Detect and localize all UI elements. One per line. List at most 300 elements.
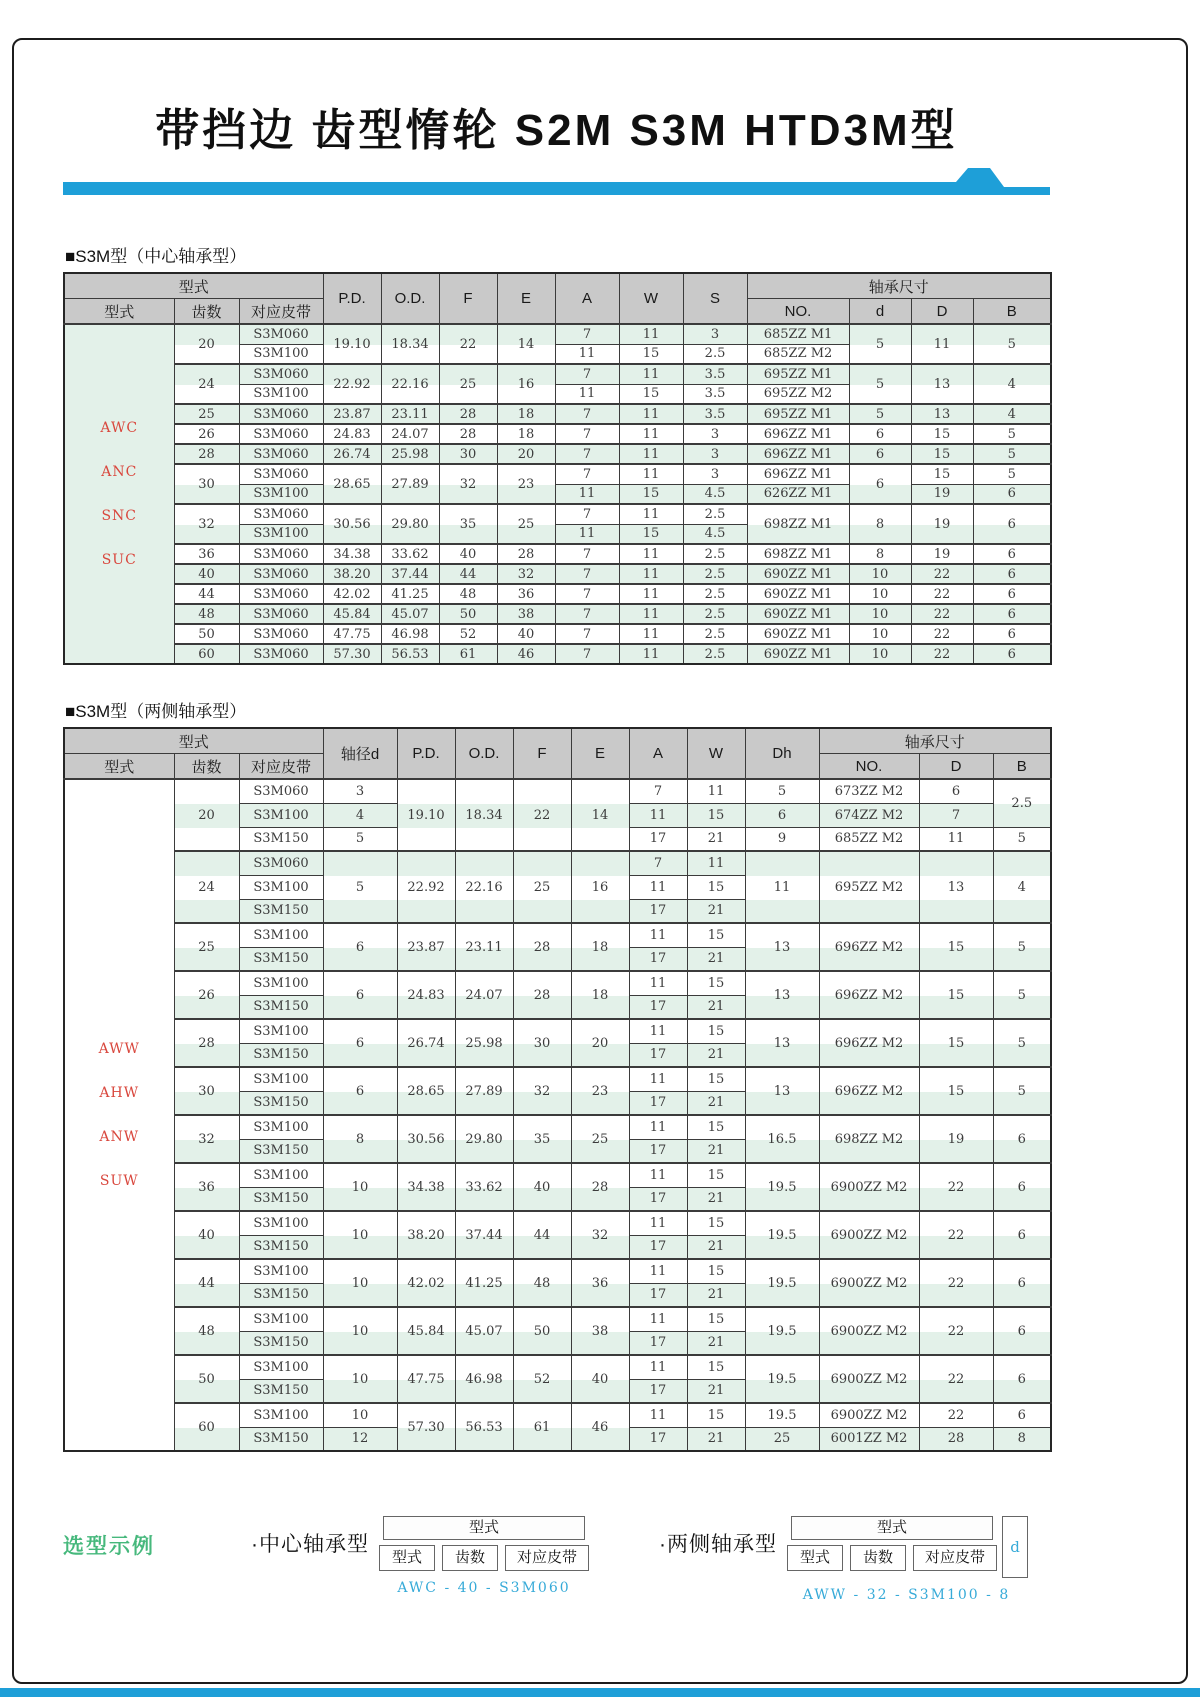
table-cell: 28	[174, 1019, 239, 1067]
table-cell: 2.5	[683, 644, 747, 664]
table-cell: 22.16	[455, 851, 513, 923]
table-cell: 19.10	[323, 324, 381, 364]
table-cell: 6900ZZ M2	[819, 1403, 919, 1427]
table-cell: 11	[619, 624, 683, 644]
column-header: F	[513, 728, 571, 779]
column-header: 齿数	[174, 754, 239, 780]
table-cell: 17	[629, 1283, 687, 1307]
table-cell: S3M100	[239, 1019, 323, 1043]
column-header: 型式	[64, 299, 174, 325]
table-cell: 7	[555, 324, 619, 344]
column-header: 轴承尺寸	[747, 273, 1051, 299]
table-cell: 19.5	[745, 1211, 819, 1259]
table-cell: S3M100	[239, 1163, 323, 1187]
table-cell: 673ZZ M2	[819, 779, 919, 803]
column-header: A	[629, 728, 687, 779]
table-cell: 4	[993, 851, 1051, 923]
table-cell: S3M150	[239, 827, 323, 851]
table-cell: 6	[323, 923, 397, 971]
diagram-box-model: 型式	[787, 1545, 843, 1571]
table-cell: 6	[973, 584, 1051, 604]
table-cell: 3	[683, 464, 747, 484]
table-cell: 29.80	[455, 1115, 513, 1163]
table-cell: 8	[849, 544, 911, 564]
table-cell: 28	[571, 1163, 629, 1211]
table-cell: S3M100	[239, 923, 323, 947]
table-cell: 15	[687, 971, 745, 995]
series-code: AWC	[100, 420, 139, 436]
table-cell: S3M150	[239, 1379, 323, 1403]
table-cell: S3M060	[239, 544, 323, 564]
page-content	[63, 38, 1050, 1603]
table-cell: 40	[174, 564, 239, 584]
table-cell: 47.75	[397, 1355, 455, 1403]
table-cell: 20	[497, 444, 555, 464]
table-cell: 22	[919, 1259, 993, 1307]
table-cell: S3M060	[239, 404, 323, 424]
table-cell: 5	[849, 324, 911, 364]
table-cell: 61	[513, 1403, 571, 1451]
table-cell: 5	[973, 464, 1051, 484]
table-cell: S3M100	[239, 384, 323, 404]
diagram-box-teeth: 齿数	[442, 1545, 498, 1571]
table-cell: 60	[174, 644, 239, 664]
table-cell: 36	[497, 584, 555, 604]
table-cell: S3M100	[239, 1067, 323, 1091]
table-cell: 22.92	[323, 364, 381, 404]
table-cell: 10	[323, 1259, 397, 1307]
table-cell: 11	[629, 1355, 687, 1379]
table-cell: 10	[323, 1355, 397, 1403]
table-cell: 6	[993, 1163, 1051, 1211]
table-cell: 6900ZZ M2	[819, 1355, 919, 1403]
table-cell: 698ZZ M1	[747, 544, 849, 564]
table-cell: 6	[993, 1259, 1051, 1307]
table-cell: 21	[687, 899, 745, 923]
table-cell: 25	[571, 1115, 629, 1163]
column-header: D	[911, 299, 973, 325]
table-cell: 15	[687, 1115, 745, 1139]
table-cell: 25	[174, 923, 239, 971]
table-cell: 11	[745, 851, 819, 923]
table-cell: 22	[919, 1307, 993, 1355]
column-header: E	[497, 273, 555, 324]
table-cell: 11	[629, 1211, 687, 1235]
table-cell: 15	[687, 875, 745, 899]
table-cell: 23.11	[381, 404, 439, 424]
table-cell: 28	[513, 923, 571, 971]
table-cell: 15	[919, 923, 993, 971]
table-cell: 3	[683, 324, 747, 344]
table-cell: 25	[174, 404, 239, 424]
column-header: NO.	[819, 754, 919, 780]
example-center-label: ·中心轴承型	[251, 1533, 369, 1556]
table-cell: 22	[911, 624, 973, 644]
table-cell: 44	[174, 584, 239, 604]
table-cell: 41.25	[381, 584, 439, 604]
table-cell: 11	[619, 464, 683, 484]
table-cell: 6	[745, 803, 819, 827]
table-cell: 22	[911, 564, 973, 584]
ordering-diagram-side	[785, 1516, 1028, 1603]
diagram-box-shaft-d: d	[1002, 1516, 1028, 1578]
table-cell: 13	[911, 404, 973, 424]
table-cell: 6	[849, 444, 911, 464]
table-cell: S3M060	[239, 564, 323, 584]
table-cell: 28	[919, 1427, 993, 1451]
table-cell: 30	[174, 464, 239, 504]
table-cell: 46	[571, 1403, 629, 1451]
table-cell: 19.10	[397, 779, 455, 851]
table-cell: 15	[687, 1355, 745, 1379]
table-cell: S3M150	[239, 1331, 323, 1355]
table-cell: 22	[919, 1163, 993, 1211]
table-cell: 27.89	[381, 464, 439, 504]
table-cell: 3.5	[683, 404, 747, 424]
table-cell: 10	[323, 1163, 397, 1211]
table-cell: 11	[629, 803, 687, 827]
table-cell: 6001ZZ M2	[819, 1427, 919, 1451]
table-cell: 5	[973, 424, 1051, 444]
table-cell: 38	[497, 604, 555, 624]
table-cell: 695ZZ M1	[747, 404, 849, 424]
series-column	[64, 779, 174, 1451]
table-cell: 7	[555, 544, 619, 564]
table-cell: 48	[174, 1307, 239, 1355]
table-cell: 6	[973, 544, 1051, 564]
table-cell: 13	[911, 364, 973, 404]
table-cell: 21	[687, 1139, 745, 1163]
table-cell: 695ZZ M2	[747, 384, 849, 404]
table-cell: 5	[323, 827, 397, 851]
table-cell: 38.20	[323, 564, 381, 584]
table-cell: S3M100	[239, 1355, 323, 1379]
table-cell: 26.74	[397, 1019, 455, 1067]
table-cell: 15	[687, 1403, 745, 1427]
table-cell: 6900ZZ M2	[819, 1211, 919, 1259]
diagram-box-belt: 对应皮带	[505, 1545, 589, 1571]
column-header: 型式	[64, 728, 323, 754]
table-cell: 674ZZ M2	[819, 803, 919, 827]
table-cell: S3M150	[239, 947, 323, 971]
table-cell: 11	[629, 1019, 687, 1043]
table-cell: 22.16	[381, 364, 439, 404]
table-cell: 698ZZ M2	[819, 1115, 919, 1163]
table-cell: 5	[993, 1019, 1051, 1067]
table-cell: 24.83	[323, 424, 381, 444]
table-cell: 685ZZ M2	[819, 827, 919, 851]
table-cell: S3M100	[239, 1211, 323, 1235]
table-cell: 17	[629, 1091, 687, 1115]
column-header: E	[571, 728, 629, 779]
table-cell: 10	[849, 644, 911, 664]
table-cell: S3M150	[239, 1283, 323, 1307]
center-bearing-table	[63, 272, 1052, 665]
table-cell: 29.80	[381, 504, 439, 544]
column-header: O.D.	[455, 728, 513, 779]
table-cell: 15	[687, 1163, 745, 1187]
table-cell: 10	[323, 1403, 397, 1427]
page-title: 带挡边 齿型惰轮 S2M S3M HTD3M型	[155, 106, 958, 155]
table-cell: 7	[555, 424, 619, 444]
table-cell: S3M060	[239, 464, 323, 484]
table-cell: 7	[555, 404, 619, 424]
table-cell: 36	[571, 1259, 629, 1307]
table-cell: 11	[919, 827, 993, 851]
table-cell: 6	[323, 971, 397, 1019]
table-cell: S3M100	[239, 803, 323, 827]
table-cell: 6	[973, 564, 1051, 584]
table-cell: 21	[687, 1235, 745, 1259]
table-cell: 696ZZ M2	[819, 1019, 919, 1067]
table-cell: 50	[174, 624, 239, 644]
table-cell: 18	[571, 923, 629, 971]
table-cell: 44	[439, 564, 497, 584]
table-cell: 7	[919, 803, 993, 827]
series-code: SUC	[101, 552, 137, 568]
table-cell: 4.5	[683, 524, 747, 544]
table-cell: 21	[687, 1331, 745, 1355]
table-cell: 33.62	[455, 1163, 513, 1211]
table-cell: 5	[849, 404, 911, 424]
table-cell: 10	[849, 604, 911, 624]
table-cell: 46	[497, 644, 555, 664]
table-cell: 22	[911, 584, 973, 604]
table-cell: S3M100	[239, 1307, 323, 1331]
table-cell: 24	[174, 851, 239, 923]
table-cell: 25	[745, 1427, 819, 1451]
example-side-bearing	[659, 1516, 1028, 1603]
table-cell: 40	[497, 624, 555, 644]
table-cell: 33.62	[381, 544, 439, 564]
series-code: SUW	[99, 1173, 139, 1189]
table-cell: 22	[919, 1211, 993, 1259]
table-cell: S3M060	[239, 444, 323, 464]
table-cell: 12	[323, 1427, 397, 1451]
table-cell: 11	[629, 923, 687, 947]
table-cell: 22	[439, 324, 497, 364]
table-cell: 22	[911, 604, 973, 624]
table-cell: 34.38	[323, 544, 381, 564]
table-cell: 25	[497, 504, 555, 544]
table-cell: 19.5	[745, 1163, 819, 1211]
table-cell: 5	[993, 971, 1051, 1019]
column-header: P.D.	[397, 728, 455, 779]
table-cell: 15	[919, 1067, 993, 1115]
diagram-box-teeth: 齿数	[850, 1545, 906, 1571]
example-side-label: ·两侧轴承型	[659, 1533, 777, 1556]
table-cell: 6900ZZ M2	[819, 1163, 919, 1211]
table-cell: 30	[174, 1067, 239, 1115]
table-cell: 35	[513, 1115, 571, 1163]
table-cell: 10	[323, 1211, 397, 1259]
table-cell: 40	[439, 544, 497, 564]
table-cell: 24.07	[381, 424, 439, 444]
column-header: A	[555, 273, 619, 324]
table-cell: 11	[629, 1259, 687, 1283]
table-cell: 15	[619, 484, 683, 504]
table-cell: 18.34	[381, 324, 439, 364]
series-code: ANC	[101, 464, 138, 480]
table-cell: 19.5	[745, 1259, 819, 1307]
column-header: W	[619, 273, 683, 324]
table-cell: S3M100	[239, 484, 323, 504]
table-cell: S3M100	[239, 971, 323, 995]
table-cell: S3M150	[239, 1139, 323, 1163]
section-label-side-bearing: ■S3M型（两侧轴承型）	[65, 702, 247, 721]
table-cell: 6	[973, 484, 1051, 504]
table-cell: 23.87	[397, 923, 455, 971]
table-cell: 22	[919, 1355, 993, 1403]
table-cell: 7	[555, 364, 619, 384]
table-cell: 14	[497, 324, 555, 364]
table-cell: 23.11	[455, 923, 513, 971]
table-cell: 7	[555, 444, 619, 464]
table-cell: 40	[174, 1211, 239, 1259]
column-header: B	[973, 299, 1051, 325]
table-cell: 42.02	[323, 584, 381, 604]
table-cell: 44	[513, 1211, 571, 1259]
table-cell: 5	[973, 324, 1051, 364]
table-cell: 20	[174, 779, 239, 851]
table-cell: 6	[323, 1019, 397, 1067]
table-cell: 11	[555, 384, 619, 404]
table-cell: 37.44	[455, 1211, 513, 1259]
table-cell: 9	[745, 827, 819, 851]
table-cell: 38	[571, 1307, 629, 1355]
table-cell: 3	[683, 444, 747, 464]
table-cell: S3M060	[239, 364, 323, 384]
table-cell: 28	[174, 444, 239, 464]
table-cell: 6	[993, 1307, 1051, 1355]
series-code: AWW	[98, 1041, 140, 1057]
table-cell: 15	[919, 1019, 993, 1067]
table-cell: 15	[911, 464, 973, 484]
table-cell: 10	[323, 1307, 397, 1355]
table-cell: 696ZZ M2	[819, 1067, 919, 1115]
column-header: 对应皮带	[239, 754, 323, 780]
table-cell: 28	[497, 544, 555, 564]
table-cell: 17	[629, 1427, 687, 1451]
table-cell: 15	[687, 1307, 745, 1331]
table-cell: 28	[513, 971, 571, 1019]
table-cell: 21	[687, 1043, 745, 1067]
table-cell: 15	[919, 971, 993, 1019]
table-cell: S3M060	[239, 604, 323, 624]
table-cell: 47.75	[323, 624, 381, 644]
table-cell: 11	[619, 604, 683, 624]
table-cell: 7	[555, 644, 619, 664]
table-cell: 28	[439, 404, 497, 424]
table-cell: 15	[911, 444, 973, 464]
table-cell: 61	[439, 644, 497, 664]
table-cell: 30.56	[323, 504, 381, 544]
table-cell: 32	[497, 564, 555, 584]
table-cell: 2.5	[683, 504, 747, 524]
table-cell: 696ZZ M2	[819, 923, 919, 971]
table-cell: 695ZZ M2	[819, 851, 919, 923]
table-cell: 17	[629, 1235, 687, 1259]
table-cell: 696ZZ M1	[747, 444, 849, 464]
table-cell: 15	[687, 803, 745, 827]
table-cell: 16.5	[745, 1115, 819, 1163]
table-cell: 5	[849, 364, 911, 404]
table-cell: 28.65	[323, 464, 381, 504]
table-cell: 11	[629, 1163, 687, 1187]
table-cell: 5	[323, 851, 397, 923]
table-cell: 11	[619, 364, 683, 384]
table-cell: 50	[513, 1307, 571, 1355]
table-cell: S3M100	[239, 1115, 323, 1139]
table-cell: 11	[619, 544, 683, 564]
table-cell: 11	[555, 484, 619, 504]
table-cell: 11	[619, 504, 683, 524]
table-cell: 11	[629, 1067, 687, 1091]
table-cell: 52	[513, 1355, 571, 1403]
table-cell: 23	[497, 464, 555, 504]
ordering-diagram-center	[377, 1516, 591, 1596]
table-cell: 56.53	[381, 644, 439, 664]
table-cell: 45.84	[397, 1307, 455, 1355]
table-cell: 2.5	[683, 624, 747, 644]
table-cell: 696ZZ M1	[747, 424, 849, 444]
table-cell: S3M150	[239, 1091, 323, 1115]
table-cell: 10	[849, 624, 911, 644]
table-cell: 7	[629, 779, 687, 803]
table-cell: 3.5	[683, 364, 747, 384]
table-cell: 52	[439, 624, 497, 644]
title-accent-bar	[63, 166, 1050, 196]
table-cell: 45.84	[323, 604, 381, 624]
table-cell: 7	[555, 564, 619, 584]
table-cell: 19	[911, 544, 973, 564]
table-cell: 2.5	[683, 584, 747, 604]
table-cell: 30	[513, 1019, 571, 1067]
table-cell: 24	[174, 364, 239, 404]
table-cell: 17	[629, 1139, 687, 1163]
table-cell: 37.44	[381, 564, 439, 584]
table-cell: 6	[919, 779, 993, 803]
table-cell: 2.5	[683, 604, 747, 624]
table-cell: 18	[571, 971, 629, 1019]
table-cell: 8	[993, 1427, 1051, 1451]
table-cell: 698ZZ M1	[747, 504, 849, 544]
column-header: Dh	[745, 728, 819, 779]
table-cell: 6	[993, 1211, 1051, 1259]
column-header: 型式	[64, 754, 174, 780]
table-cell: 2.5	[683, 344, 747, 364]
series-code: SNC	[101, 508, 138, 524]
diagram-box-type: 型式	[791, 1516, 993, 1540]
table-cell: 17	[629, 1379, 687, 1403]
table-cell: 15	[911, 424, 973, 444]
table-cell: 7	[555, 584, 619, 604]
table-cell: 17	[629, 1043, 687, 1067]
table-cell: S3M150	[239, 1427, 323, 1451]
table-cell: 15	[619, 524, 683, 544]
table-cell: 6900ZZ M2	[819, 1307, 919, 1355]
table-cell: 32	[174, 1115, 239, 1163]
table-cell: 4.5	[683, 484, 747, 504]
table-cell: 7	[555, 464, 619, 484]
table-cell: 6	[973, 624, 1051, 644]
example-code-side: AWW - 32 - S3M100 - 8	[802, 1587, 1011, 1603]
table-cell: 11	[629, 1115, 687, 1139]
table-cell: 10	[849, 564, 911, 584]
table-cell: 6	[973, 644, 1051, 664]
table-cell: 17	[629, 1331, 687, 1355]
table-cell: 24.83	[397, 971, 455, 1019]
